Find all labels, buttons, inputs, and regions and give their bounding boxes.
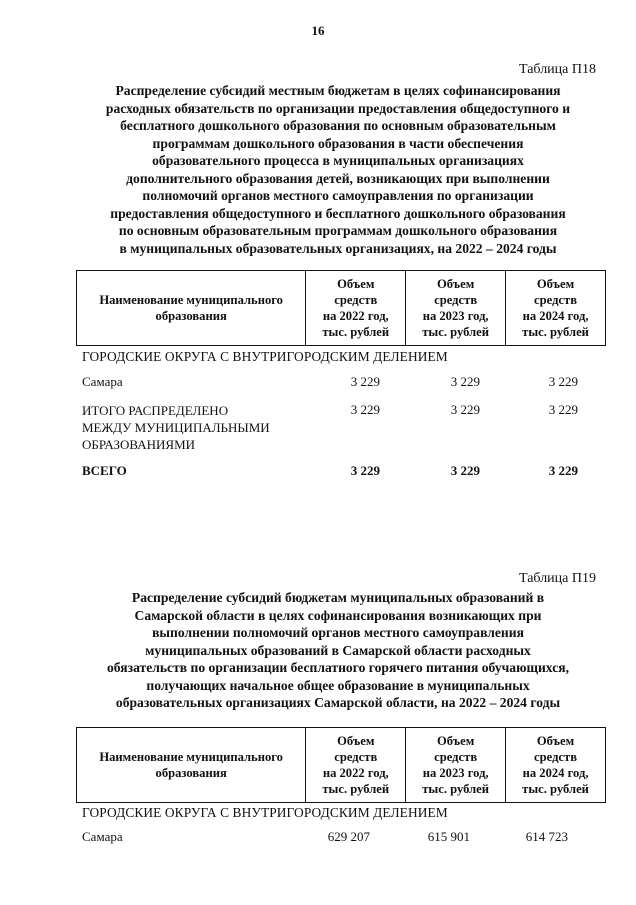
header-text: Объем <box>436 734 475 748</box>
table-title-p19 <box>70 589 606 712</box>
header-2023-column <box>406 728 506 803</box>
header-text: на 2023 год, <box>422 766 489 780</box>
row-value-2023: 3 229 <box>450 374 480 389</box>
section-heading-p19: ГОРОДСКИЕ ОКРУГА С ВНУТРИГОРОДСКИМ ДЕЛЕНИЕМ <box>82 805 448 820</box>
title-line: в муниципальных образовательных организациях, на 2022 – 2024 годы <box>119 240 557 256</box>
title-line: полномочий органов местного самоуправления по организации <box>142 188 534 203</box>
title-line: по основным образовательным программам дошкольного образования <box>118 223 558 238</box>
title-line: выполнении полномочий органов местного самоуправления <box>152 625 524 640</box>
title-line: Самарской области в целях софинансирования возникающих при <box>134 607 542 623</box>
header-2024-column <box>506 271 606 346</box>
page-number: 16 <box>311 23 325 38</box>
header-text: средств <box>334 293 378 307</box>
itogo-value-2024: 3 229 <box>548 402 578 417</box>
header-text: Объем <box>536 734 575 748</box>
header-text: на 2022 год, <box>322 309 389 323</box>
title-line: расходных обязательств по организации предоставления общедоступного и <box>105 100 571 116</box>
title-line: муниципальных образований в Самарской области расходных <box>145 642 531 658</box>
row-value-2024: 614 723 <box>525 829 568 844</box>
itogo-value-2023: 3 229 <box>450 402 480 417</box>
header-text: средств <box>434 293 478 307</box>
header-text: тыс. рублей <box>422 325 490 339</box>
header-2022-column <box>306 271 406 346</box>
header-2024-column <box>506 728 606 803</box>
row-value-2022: 3 229 <box>350 374 380 389</box>
title-line: бесплатного дошкольного образования по основным образовательным <box>120 118 556 133</box>
title-line: образовательных организациях Самарской области, на 2022 – 2024 годы <box>115 695 561 710</box>
table-title-p18 <box>70 82 606 257</box>
row-name: Самара <box>82 374 123 389</box>
total-value-2022: 3 229 <box>350 463 380 478</box>
row-value-2023: 615 901 <box>427 829 470 844</box>
title-line: предоставления общедоступного и бесплатного дошкольного образования <box>110 205 566 221</box>
header-2023-column <box>406 271 506 346</box>
header-text: Наименование муниципального <box>99 293 283 307</box>
header-text: Объем <box>536 277 575 291</box>
section-heading-p18: ГОРОДСКИЕ ОКРУГА С ВНУТРИГОРОДСКИМ ДЕЛЕНИЕМ <box>82 349 448 364</box>
header-text: средств <box>534 750 578 764</box>
header-2022-column <box>306 728 406 803</box>
header-text: Наименование муниципального <box>99 750 283 764</box>
header-text: средств <box>334 750 378 764</box>
total-value-2023: 3 229 <box>450 463 480 478</box>
header-text: образования <box>155 766 227 780</box>
title-line: Распределение субсидий бюджетам муниципальных образований в <box>131 590 545 605</box>
header-text: средств <box>434 750 478 764</box>
header-text: тыс. рублей <box>322 782 390 796</box>
title-line: программам дошкольного образования в части обеспечения <box>152 135 524 151</box>
header-text: тыс. рублей <box>522 325 589 339</box>
itogo-line: МЕЖДУ МУНИЦИПАЛЬНЫМИ <box>82 420 270 435</box>
header-text: средств <box>534 293 578 307</box>
header-text: тыс. рублей <box>322 325 390 339</box>
title-line: получающих начальное общее образование в муниципальных <box>146 677 530 693</box>
header-text: Объем <box>337 277 375 291</box>
table-header-p18 <box>76 270 606 346</box>
total-name: ВСЕГО <box>82 463 127 478</box>
header-text: Объем <box>436 277 475 291</box>
header-text: на 2024 год, <box>522 309 589 323</box>
table-header-p19 <box>76 727 606 803</box>
header-text: тыс. рублей <box>422 782 490 796</box>
row-value-2024: 3 229 <box>548 374 578 389</box>
table-label-p19: Таблица П19 <box>519 571 596 586</box>
title-line: дополнительного образования детей, возникающих при выполнении <box>126 170 550 186</box>
itogo-value-2022: 3 229 <box>350 402 380 417</box>
header-text: Объем <box>337 734 375 748</box>
header-text: на 2023 год, <box>422 309 489 323</box>
header-text: образования <box>155 309 227 323</box>
itogo-line: ИТОГО РАСПРЕДЕЛЕНО <box>82 403 229 418</box>
row-value-2022: 629 207 <box>327 829 370 844</box>
itogo-line: ОБРАЗОВАНИЯМИ <box>82 437 196 452</box>
header-text: тыс. рублей <box>522 782 589 796</box>
header-text: на 2022 год, <box>322 766 389 780</box>
itogo-name <box>82 402 270 453</box>
total-value-2024: 3 229 <box>548 463 578 478</box>
title-line: обязательств по организации бесплатного горячего питания обучающихся, <box>107 660 569 675</box>
title-line: Распределение субсидий местным бюджетам в целях софинансирования <box>115 83 561 98</box>
title-line: образовательного процесса в муниципальных организациях <box>152 153 524 168</box>
header-text: на 2024 год, <box>522 766 589 780</box>
header-name-column <box>77 271 306 346</box>
table-label-p18: Таблица П18 <box>519 62 596 77</box>
row-name: Самара <box>82 829 123 844</box>
header-name-column <box>77 728 306 803</box>
